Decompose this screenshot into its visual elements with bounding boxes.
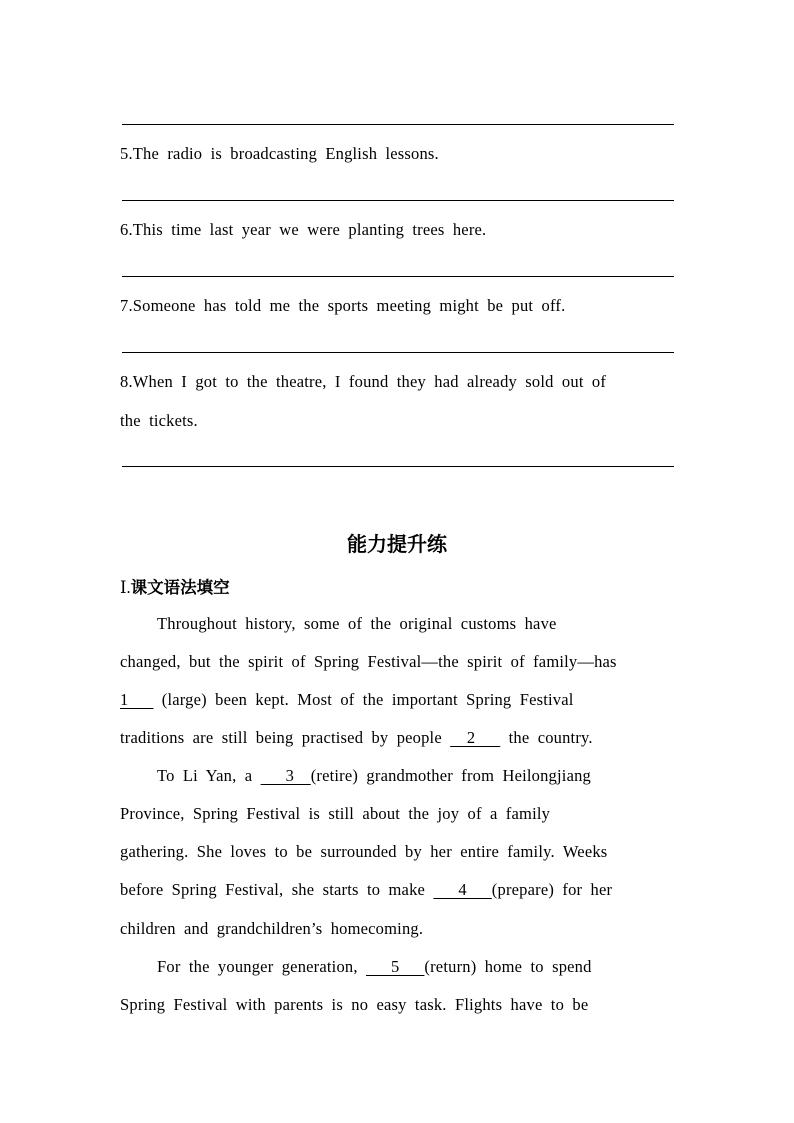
answer-line-7[interactable] bbox=[122, 352, 674, 353]
passage-line-4: traditions are still being practised by people 2 the country. bbox=[120, 728, 593, 747]
passage-line-7: gathering. She loves to be surrounded by her entire family. Weeks bbox=[120, 842, 608, 861]
blank-5[interactable]: 5 bbox=[366, 957, 425, 976]
sentence-8-line-1: 8.When I got to the theatre, I found they had already sold out of bbox=[120, 372, 607, 391]
sentence-8-line-2: the tickets. bbox=[120, 411, 198, 430]
passage-line-1: Throughout history, some of the original customs have bbox=[157, 614, 557, 633]
answer-line-6[interactable] bbox=[122, 276, 674, 277]
blank-2[interactable]: 2 bbox=[450, 728, 501, 747]
answer-line-5[interactable] bbox=[122, 200, 674, 201]
blank-3[interactable]: 3 bbox=[260, 766, 311, 785]
passage-line-8: before Spring Festival, she starts to make 4 (prepare) for her bbox=[120, 880, 613, 899]
section-title: 能力提升练 bbox=[347, 532, 447, 556]
sentence-5: 5.The radio is broadcasting English lessons. bbox=[120, 144, 439, 163]
part-title: 课文语法填空 bbox=[130, 578, 230, 597]
answer-line-8[interactable] bbox=[122, 466, 674, 467]
part-numeral: Ⅰ. bbox=[120, 578, 131, 597]
passage-line-3: 1 (large) been kept. Most of the important Spring Festival bbox=[120, 690, 574, 709]
passage-line-9: children and grandchildren’s homecoming. bbox=[120, 919, 424, 938]
passage-line-2: changed, but the spirit of Spring Festival—the spirit of family—has bbox=[120, 652, 617, 671]
passage-line-10: For the younger generation, 5 (return) home to spend bbox=[157, 957, 592, 976]
blank-4[interactable]: 4 bbox=[433, 880, 492, 899]
passage-line-6: Province, Spring Festival is still about the joy of a family bbox=[120, 804, 551, 823]
part-heading bbox=[120, 574, 230, 598]
answer-line-4[interactable] bbox=[122, 124, 674, 125]
sentence-7: 7.Someone has told me the sports meeting might be put off. bbox=[120, 296, 566, 315]
passage-line-5: To Li Yan, a 3 (retire) grandmother from Heilongjiang bbox=[157, 766, 591, 785]
blank-1[interactable]: 1 bbox=[120, 690, 154, 709]
sentence-6: 6.This time last year we were planting trees here. bbox=[120, 220, 487, 239]
passage-line-11: Spring Festival with parents is no easy task. Flights have to be bbox=[120, 995, 589, 1014]
